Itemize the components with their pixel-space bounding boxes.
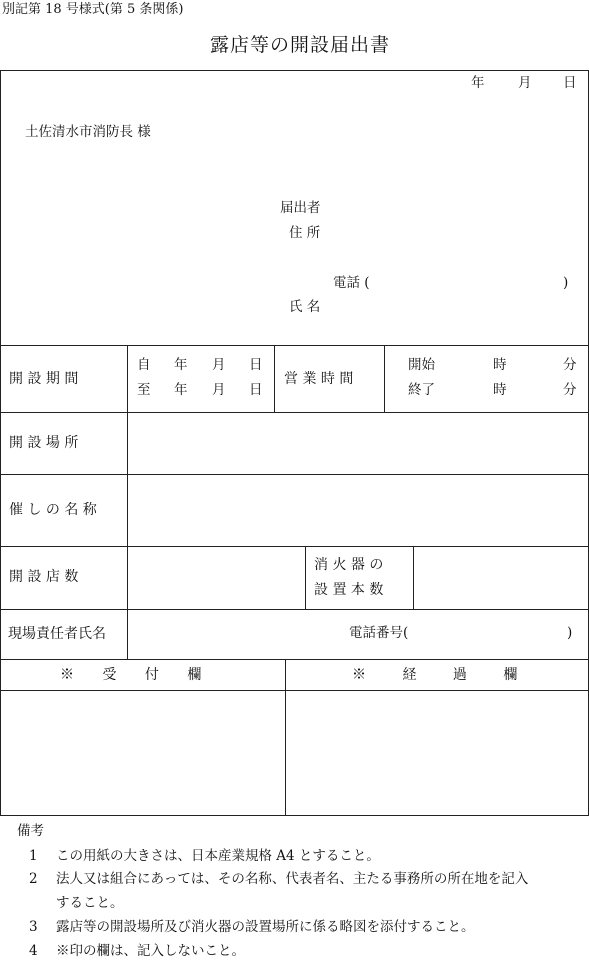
- period-to-day: 日: [249, 382, 263, 398]
- hours-start: 開始: [408, 357, 435, 373]
- note-2-text: 法人又は組合にあっては、その名称、代表者名、主たる事務所の所在地を記入: [56, 871, 529, 887]
- rule-2: [0, 412, 589, 413]
- period-from: 自: [137, 357, 151, 373]
- progress-label: ※ 経 過 欄: [352, 667, 518, 683]
- address-label: 住 所: [289, 225, 321, 241]
- period-from-year: 年: [174, 357, 188, 373]
- col-divider-bottom: [285, 659, 286, 816]
- note-3-num: 3: [29, 919, 38, 935]
- form-table: [0, 70, 589, 816]
- phone-close: ): [563, 275, 569, 291]
- rule-3: [0, 474, 589, 475]
- note-2-num: 2: [29, 871, 38, 887]
- place-label: 開 設 場 所: [9, 435, 79, 451]
- period-from-day: 日: [249, 357, 263, 373]
- note-3-text: 露店等の開設場所及び消火器の設置場所に係る略図を添付すること。: [56, 919, 475, 935]
- person-phone: 電話番号(: [349, 625, 409, 641]
- col-divider-ext: [413, 546, 414, 609]
- col-divider-period: [274, 345, 275, 412]
- col-divider-label: [127, 345, 128, 659]
- col-divider-hours: [384, 345, 385, 412]
- date-year: 年: [471, 75, 485, 91]
- period-label: 開 設 期 間: [9, 371, 79, 387]
- note-1-num: 1: [29, 848, 38, 864]
- period-from-month: 月: [212, 357, 226, 373]
- period-to: 至: [137, 382, 151, 398]
- extinguisher-label-2: 設 置 本 数: [314, 582, 384, 598]
- period-to-year: 年: [174, 382, 188, 398]
- rule-5: [0, 609, 589, 610]
- form-title: 露店等の開設届出書: [210, 34, 391, 56]
- rule-4: [0, 546, 589, 547]
- hours-start-minute: 分: [563, 357, 577, 373]
- notes-heading: 備考: [17, 823, 44, 839]
- rule-6: [0, 659, 589, 660]
- extinguisher-label-1: 消 火 器 の: [314, 557, 384, 573]
- note-4-num: 4: [29, 943, 38, 959]
- person-label: 現場責任者氏名: [8, 626, 106, 642]
- form-reference: 別記第 18 号様式(第 5 条関係): [2, 2, 184, 17]
- note-4-text: ※印の欄は、記入しないこと。: [56, 943, 245, 959]
- col-divider-shops: [305, 546, 306, 609]
- hours-end-hour: 時: [493, 382, 507, 398]
- rule-1: [0, 345, 589, 346]
- rule-7: [0, 690, 589, 691]
- reception-label: ※ 受 付 欄: [60, 667, 202, 683]
- hours-label: 営 業 時 間: [284, 371, 354, 387]
- event-label: 催 し の 名 称: [9, 502, 97, 518]
- period-to-month: 月: [212, 382, 226, 398]
- note-1-text: この用紙の大きさは、日本産業規格 A4 とすること。: [56, 848, 380, 864]
- date-day: 日: [563, 75, 577, 91]
- applicant-label: 届出者: [280, 200, 321, 216]
- shops-label: 開 設 店 数: [9, 569, 79, 585]
- phone-label: 電話 (: [333, 275, 370, 291]
- name-label: 氏 名: [289, 299, 321, 315]
- date-month: 月: [518, 75, 532, 91]
- addressee: 土佐清水市消防長 様: [25, 124, 151, 140]
- hours-end: 終了: [408, 382, 435, 398]
- hours-start-hour: 時: [493, 357, 507, 373]
- person-phone-close: ): [567, 625, 573, 641]
- hours-end-minute: 分: [563, 382, 577, 398]
- note-2-text-cont: すること。: [56, 895, 124, 911]
